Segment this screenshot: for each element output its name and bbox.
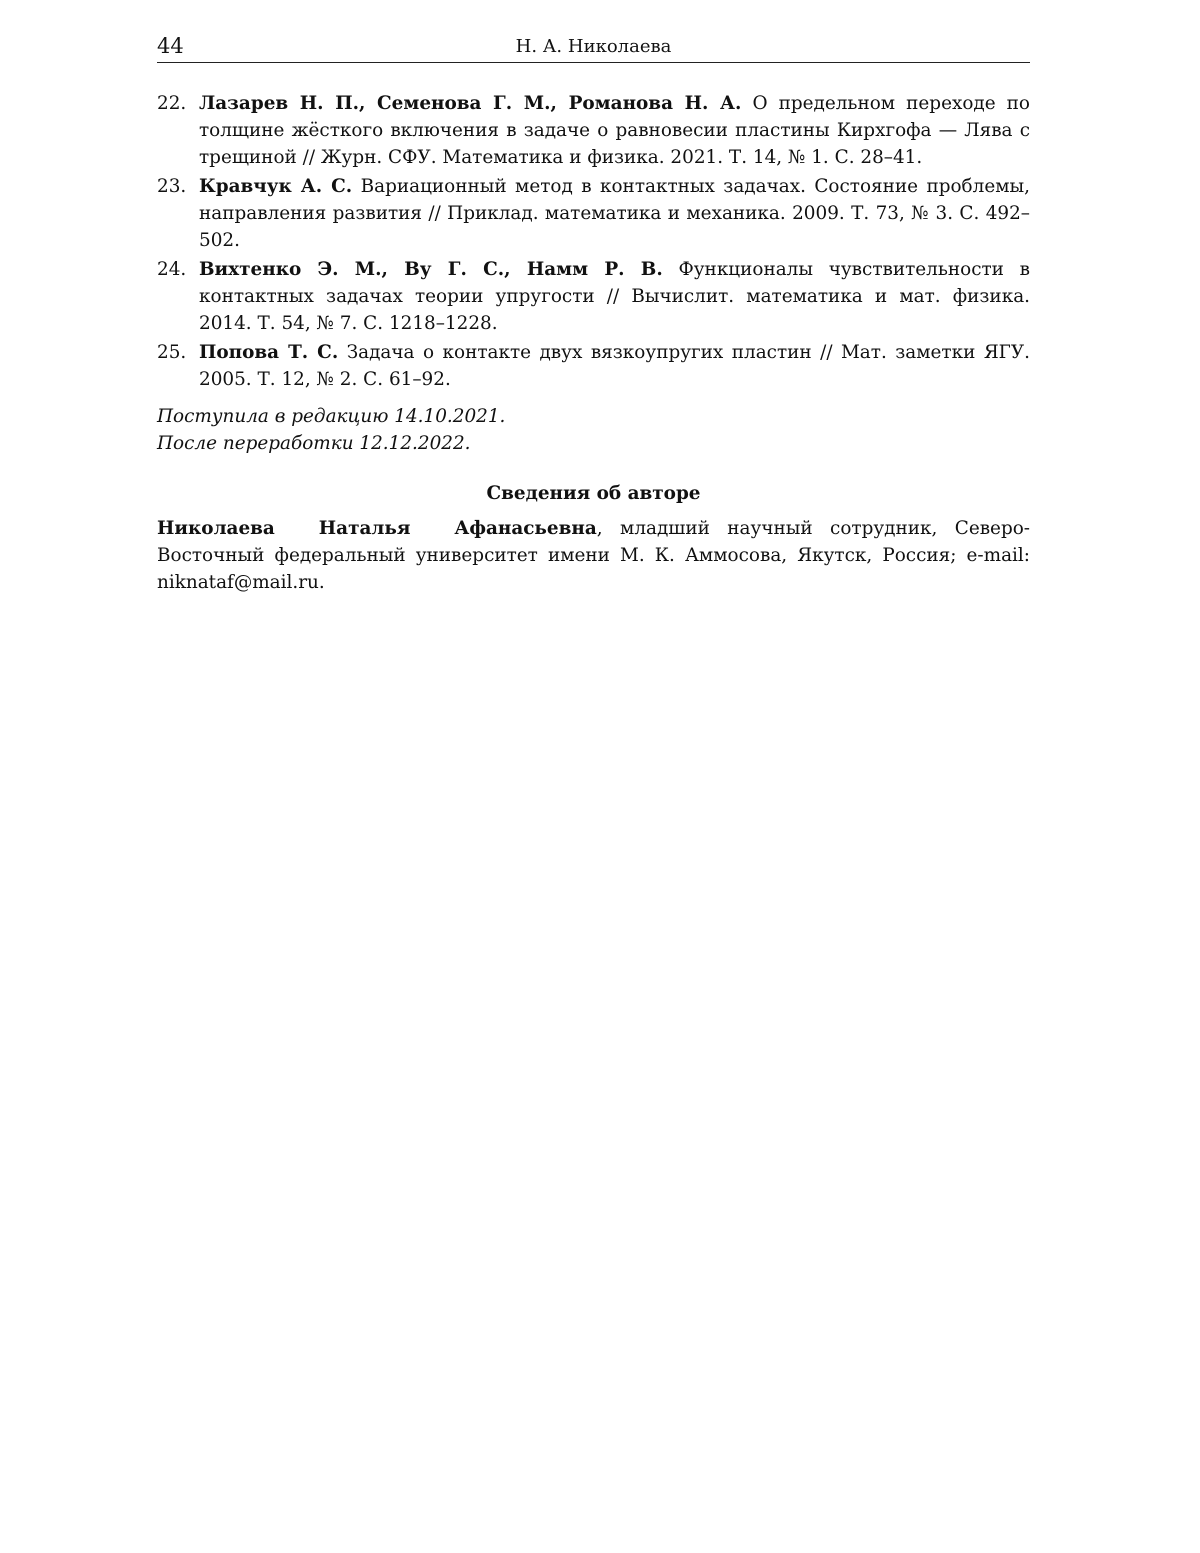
reference-number: 23. [157, 176, 187, 197]
author-section-heading: Сведения об авторе [486, 483, 701, 504]
reference-list [157, 90, 1030, 393]
reference-item [157, 339, 1030, 393]
page-header [157, 34, 1030, 63]
received-dates [157, 403, 1030, 457]
reference-item [157, 173, 1030, 254]
reference-item [157, 256, 1030, 337]
reference-item [157, 90, 1030, 171]
author-name: Николаева Наталья Афанасьевна [157, 518, 597, 539]
author-info-section [157, 480, 1030, 596]
author-info [157, 515, 1030, 596]
reference-text: Задача о контакте двух вязкоупругих пластин // Мат. заметки ЯГУ. 2005. Т. 12, № 2. С. 61–92. [199, 342, 1030, 390]
reference-number: 24. [157, 259, 187, 280]
reference-text: О предельном переходе по толщине жёсткого включения в задаче о равновесии пластины Кирхгофа — Лява с трещиной // Журн. СФУ. Математика и физика. 2021. Т. 14, № 1. С. 28–41. [199, 93, 1030, 168]
reference-text: Вариационный метод в контактных задачах. Состояние проблемы, направления развития // Приклад. математика и механика. 2009. Т. 73, № 3. С. 492–502. [199, 176, 1030, 251]
reference-authors: Попова Т. С. [199, 342, 339, 363]
reference-authors: Вихтенко Э. М., Ву Г. С., Намм Р. В. [199, 259, 663, 280]
reference-number: 22. [157, 93, 187, 114]
reference-authors: Лазарев Н. П., Семенова Г. М., Романова Н. А. [199, 93, 742, 114]
page-content [157, 90, 1030, 596]
reference-authors: Кравчук А. С. [199, 176, 353, 197]
reference-text: Функционалы чувствительности в контактных задачах теории упругости // Вычислит. математика и мат. физика. 2014. Т. 54, № 7. С. 1218–1228. [199, 259, 1030, 334]
submitted-date: Поступила в редакцию 14.10.2021. [157, 406, 506, 427]
reference-number: 25. [157, 342, 187, 363]
page-number: 44 [157, 34, 184, 58]
author-details: , младший научный сотрудник, Северо-Восточный федеральный университет имени М. К. Аммосова, Якутск, Россия; e-mail: niknataf@mail.ru. [157, 518, 1030, 593]
revised-date: После переработки 12.12.2022. [157, 433, 471, 454]
running-title: Н. А. Николаева [515, 36, 672, 57]
